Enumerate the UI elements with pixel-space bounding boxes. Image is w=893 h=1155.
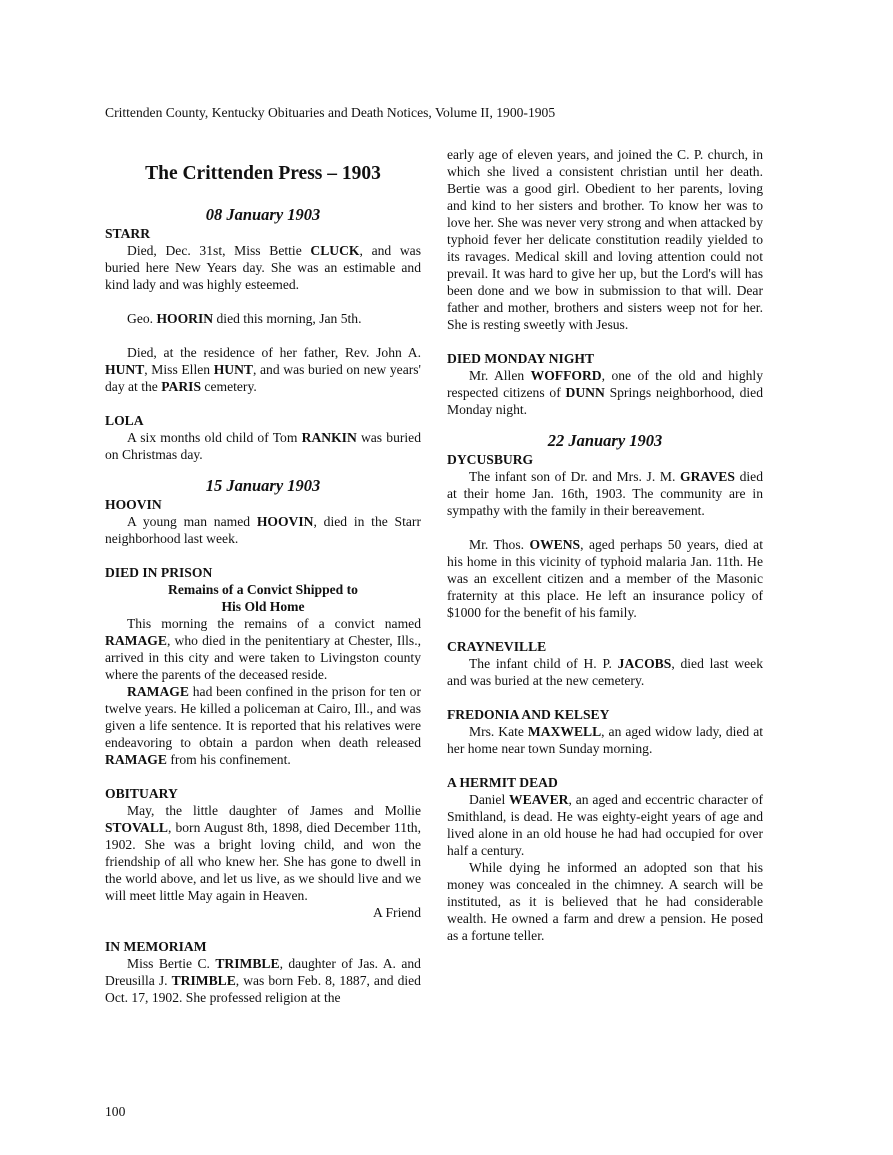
article-paragraph: Died, Dec. 31st, Miss Bettie CLUCK, and was buried here New Years day. She was an estimable and kind lady and was highly esteemed.	[105, 243, 421, 292]
section-heading: A HERMIT DEAD	[447, 775, 558, 790]
article-paragraph: Miss Bertie C. TRIMBLE, daughter of Jas. A. and Dreusilla J. TRIMBLE, was born Feb. 8, 1887, and died Oct. 17, 1902. She professed religion at the	[105, 956, 421, 1005]
section-heading: LOLA	[105, 413, 144, 428]
article-paragraph: Died, at the residence of her father, Rev. John A. HUNT, Miss Ellen HUNT, and was buried on new years' day at the PARIS cemetery.	[105, 345, 422, 394]
article-paragraph: Mrs. Kate MAXWELL, an aged widow lady, died at her home near town Sunday morning.	[447, 724, 764, 756]
article-paragraph: RAMAGE had been confined in the prison for ten or twelve years. He killed a policeman at Cairo, Ill., and was given a life sentence. It is reported that his relatives were endeavoring to obtain a pardon when death released RAMAGE from his confinement.	[105, 684, 421, 767]
article-paragraph: Mr. Thos. OWENS, aged perhaps 50 years, died at his home in this vicinity of typhoid malaria Jan. 11th. He was an excellent citizen and a member of the Masonic fraternity at this place. He left an insurance policy of $1000 for the benefit of his family.	[447, 537, 763, 620]
left-column	[105, 146, 421, 1006]
section-heading: OBITUARY	[105, 786, 178, 801]
section-heading: DIED MONDAY NIGHT	[447, 351, 595, 366]
article-paragraph: The infant son of Dr. and Mrs. J. M. GRAVES died at their home Jan. 16th, 1903. The community are in sympathy with the family in their bereavement.	[447, 469, 763, 518]
article-paragraph: While dying he informed an adopted son that his money was concealed in the chimney. A search will be instituted, as it is believed that he had considerable wealth. He owned a farm and drew a pension. He posed as a fortune teller.	[447, 860, 763, 943]
subheading: His Old Home	[221, 599, 305, 614]
article-paragraph: A young man named HOOVIN, died in the Starr neighborhood last week.	[105, 514, 421, 546]
article-paragraph: The infant child of H. P. JACOBS, died last week and was buried at the new cemetery.	[447, 656, 763, 688]
article-paragraph: early age of eleven years, and joined the C. P. church, in which she lived a consistent christian until her death. Bertie was a good girl. Obedient to her parents, loving and kind to her sisters and brother. To know her was to love her. She was never very strong and when attacked by typhoid fever her delicate constitution readily yielded to its ravages. Medical skill and loving attention could not prevail. It was hard to give her up, but the Lord's will has been done and we bow in submission to that will. Dear father and mother, brothers and sisters weep not for her. She is resting sweetly with Jesus.	[447, 147, 763, 332]
section-heading: FREDONIA AND KELSEY	[447, 707, 610, 722]
article-paragraph: This morning the remains of a convict named RAMAGE, who died in the penitentiary at Chester, Ills., arrived in this city and were taken to Livingston county where the parents of the deceased reside.	[105, 616, 421, 682]
publication-title: The Crittenden Press – 1903	[145, 163, 381, 184]
running-header: Crittenden County, Kentucky Obituaries and Death Notices, Volume II, 1900-1905	[105, 105, 556, 120]
section-heading: HOOVIN	[105, 497, 162, 512]
signature: A Friend	[373, 905, 421, 920]
issue-date: 22 January 1903	[547, 431, 663, 450]
page-number: 100	[105, 1104, 126, 1119]
article-paragraph: Geo. HOORIN died this morning, Jan 5th.	[127, 311, 362, 326]
article-paragraph: A six months old child of Tom RANKIN was buried on Christmas day.	[105, 430, 422, 462]
article-paragraph: Daniel WEAVER, an aged and eccentric character of Smithland, is dead. He was eighty-eight years of age and lived alone in an old house he had had occupied for over half a century.	[447, 792, 763, 858]
right-column	[447, 146, 763, 944]
section-heading: STARR	[105, 226, 151, 241]
section-heading: IN MEMORIAM	[105, 939, 207, 954]
issue-date: 15 January 1903	[205, 476, 321, 495]
section-heading: CRAYNEVILLE	[447, 639, 547, 654]
issue-date: 08 January 1903	[205, 205, 321, 224]
article-paragraph: May, the little daughter of James and Mollie STOVALL, born August 8th, 1898, died December 11th, 1902. She was a bright loving child, and won the friendship of all who knew her. She has gone to dwell in the world above, and let us live, as we should live and we will meet little May again in Heaven.	[105, 803, 421, 903]
section-heading: DYCUSBURG	[447, 452, 534, 467]
subheading: Remains of a Convict Shipped to	[168, 582, 358, 597]
section-heading: DIED IN PRISON	[105, 565, 213, 580]
article-paragraph: Mr. Allen WOFFORD, one of the old and highly respected citizens of DUNN Springs neighborhood, died Monday night.	[447, 368, 764, 417]
